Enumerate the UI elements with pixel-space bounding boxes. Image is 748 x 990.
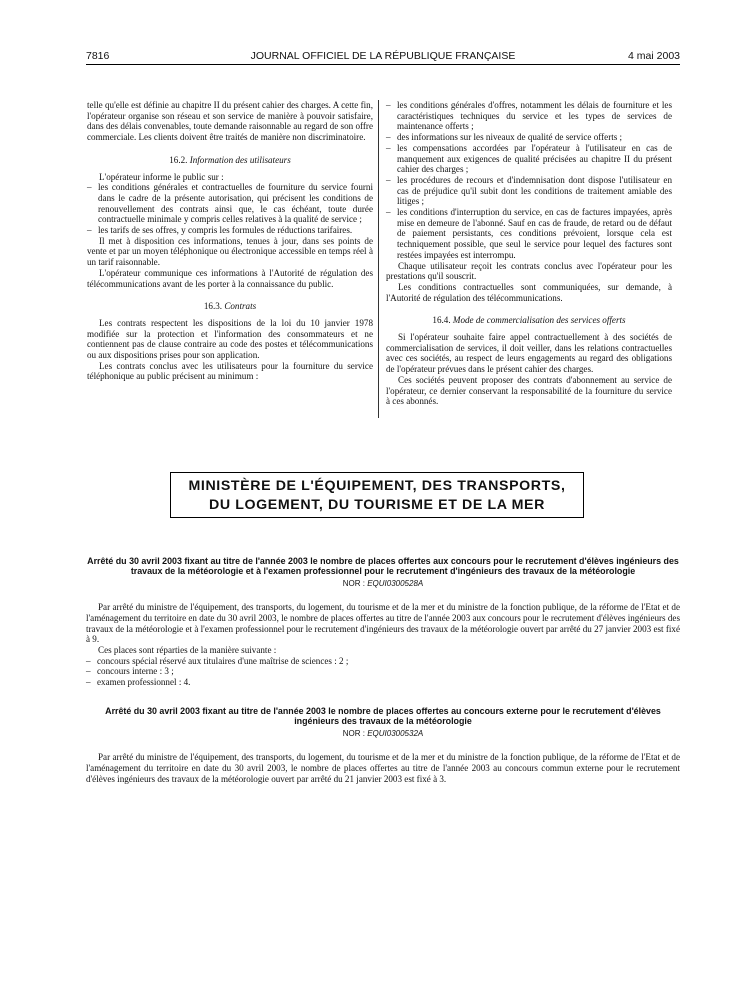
section-title: Information des utilisateurs — [189, 154, 291, 165]
paragraph: Ces places sont réparties de la manière suivante : — [98, 644, 277, 655]
paragraph: Chaque utilisateur reçoit les contrats conclus avec l'opérateur pour les prestations qu'il souscrit. — [386, 260, 672, 282]
nor-label: NOR : — [342, 579, 365, 589]
information-list — [87, 182, 373, 236]
page-number: 7816 — [86, 50, 110, 62]
arrete-title: Arrêté du 30 avril 2003 fixant au titre de l'année 2003 le nombre de places offertes au concours externe pour le recrutement d'élèves ingénieurs des travaux de la météorologie — [105, 706, 661, 727]
section-heading-16-2 — [87, 155, 373, 166]
paragraph: L'opérateur communique ces informations à l'Autorité de régulation des télécommunications avant de les porter à la connaissance du public. — [87, 267, 373, 289]
section-number: 16.2. — [169, 154, 188, 165]
places-list — [86, 656, 680, 688]
ministry-line-2: DU LOGEMENT, DU TOURISME ET DE LA MER — [209, 497, 545, 513]
paragraph: Par arrêté du ministre de l'équipement, des transports, du logement, du tourisme et de la mer et du ministre de la fonction publique, de la réforme de l'Etat et de l'aménagement du territoire en date du 30 avril 2003, le nombre de places offertes au titre de l'année 2003 aux concours pour le recrutement d'élèves ingénieurs des travaux de la météorologie et à l'examen professionnel pour le recrutement d'ingénieurs des travaux de la météorologie ouvert par arrêté du 27 janvier 2003 est fixé à 9. — [86, 602, 680, 645]
journal-title: JOURNAL OFFICIEL DE LA RÉPUBLIQUE FRANÇAISE — [250, 50, 516, 62]
nor-reference — [86, 579, 680, 590]
section-number: 16.4. — [432, 315, 451, 326]
column-separator — [378, 100, 379, 418]
paragraph: Les contrats conclus avec les utilisateurs pour la fourniture du service téléphonique au public précisent au minimum : — [87, 360, 373, 382]
list-item: – les tarifs de ses offres, y compris les formules de réductions tarifaires. — [87, 225, 373, 236]
list-item: – les conditions générales et contractuelles de fourniture du service fourni dans le cadre de la présente autorisation, qui précisent les conditions de renouvellement des contrats ainsi que, le cas échéant, toute durée contractuelle minimale y compris celles relatives à la qualité de service ; — [87, 182, 373, 225]
list-item: – les compensations accordées par l'opérateur à l'utilisateur en cas de manquement aux exigences de qualité précisées au chapitre II du présent cahier des charges ; — [386, 143, 672, 175]
section-title: Mode de commercialisation des services offerts — [452, 315, 626, 326]
arrete-1 — [86, 556, 680, 688]
section-heading-16-3 — [87, 301, 373, 312]
issue-date: 4 mai 2003 — [628, 50, 680, 62]
arrete-2 — [86, 706, 680, 784]
section-number: 16.3. — [203, 301, 223, 312]
paragraph: Les conditions contractuelles sont communiquées, sur demande, à l'Autorité de régulation des télécommunications. — [386, 281, 672, 303]
nor-value: EQUI0300528A — [367, 579, 424, 589]
section-heading-16-4 — [386, 315, 672, 326]
contract-terms-list — [386, 100, 672, 261]
ministry-heading-box — [170, 472, 584, 518]
list-item: – examen professionnel : 4. — [86, 677, 680, 688]
nor-value: EQUI0300532A — [367, 729, 424, 739]
ministry-line-1: MINISTÈRE DE L'ÉQUIPEMENT, DES TRANSPORTS, — [188, 478, 566, 494]
paragraph: Il met à disposition ces informations, tenues à jour, dans ses points de vente et par un moyen téléphonique ou électronique accessible en temps réel à un tarif raisonnable. — [87, 235, 373, 268]
nor-label: NOR : — [342, 729, 365, 739]
list-item: – concours interne : 3 ; — [86, 666, 680, 677]
paragraph: Ces sociétés peuvent proposer des contrats d'abonnement au service de l'opérateur, ce dernier conservant la responsabilité de la fourniture du service à ces abonnés. — [386, 374, 672, 407]
arrete-title: Arrêté du 30 avril 2003 fixant au titre de l'année 2003 le nombre de places offertes aux concours pour le recrutement d'élèves ingénieurs des travaux de la météorologie et à l'examen professionnel pour le recrutement d'ingénieurs des travaux de la météorologie — [87, 556, 679, 577]
list-item: – les conditions d'interruption du service, en cas de factures impayées, après mise en demeure de l'abonné. Sauf en cas de fraude, de retard ou de défaut de paiement persistants, ces conditions prévoient, lorsque cela est techniquement possible, que seul le service pour lequel des factures sont restées impayées est interrompu. — [386, 207, 672, 261]
nor-reference — [86, 729, 680, 740]
paragraph: Si l'opérateur souhaite faire appel contractuellement à des sociétés de commercialisation de services, il doit veiller, dans les relations contractuelles avec ces sociétés, au respect de leurs engagements au regard des obligations de l'opérateur prévues dans le présent cahier des charges. — [386, 332, 672, 375]
list-item: – les procédures de recours et d'indemnisation dont dispose l'utilisateur en cas de préjudice qu'il subit dont les conditions de traitement amiable des litiges ; — [386, 175, 672, 207]
list-item: – concours spécial réservé aux titulaires d'une maîtrise de sciences : 2 ; — [86, 656, 680, 667]
right-column — [386, 100, 672, 407]
left-column — [87, 100, 373, 382]
list-item: – des informations sur les niveaux de qualité de service offerts ; — [386, 132, 672, 143]
paragraph: Par arrêté du ministre de l'équipement, des transports, du logement, du tourisme et de la mer et du ministre de la fonction publique, de la réforme de l'Etat et de l'aménagement du territoire en date du 30 avril 2003, le nombre de places offertes au titre de l'année 2003 au concours commun externe pour le recrutement d'élèves ingénieurs des travaux de la météorologie ouvert par arrêté du 21 janvier 2003 est fixé à 3. — [86, 752, 680, 784]
section-lead: L'opérateur informe le public sur : — [99, 171, 224, 182]
section-title: Contrats — [224, 301, 257, 312]
list-item: – les conditions générales d'offres, notamment les délais de fourniture et les caractéristiques techniques du service et les types de services de maintenance offerts ; — [386, 100, 672, 132]
paragraph: Les contrats respectent les dispositions de la loi du 10 janvier 1978 modifiée sur la protection et l'information des consommateurs et ne contiennent pas de clause contraire au code des postes et télécommunications ou aux dispositions prises pour son application. — [87, 317, 373, 361]
header-rule — [86, 64, 680, 65]
intro-paragraph: telle qu'elle est définie au chapitre II du présent cahier des charges. A cette fin, l'opérateur organise son réseau et son service de manière à pouvoir satisfaire, dans des délais convenables, toute demande raisonnable au regard de son offre commerciale. Les clients doivent être traités de manière non discriminatoire. — [87, 100, 373, 143]
